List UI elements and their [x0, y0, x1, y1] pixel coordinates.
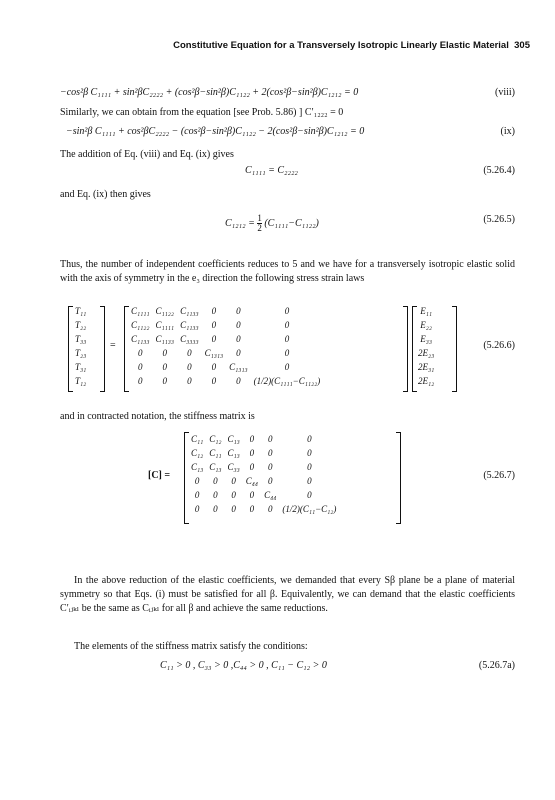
- matrix-cell: 0: [138, 362, 143, 372]
- matrix-cell: 0: [211, 334, 217, 344]
- stiffness-matrix-label: [C] =: [148, 470, 171, 481]
- matrix-cell: 0: [138, 348, 143, 358]
- strain-component: 2E₂₃: [418, 348, 435, 358]
- matrix-cell: C₁₃₁₃: [229, 362, 248, 372]
- contracted-matrix-right-bracket: [396, 432, 401, 524]
- strain-component: 2E₁₂: [418, 376, 435, 386]
- strain-vector: [415, 304, 437, 388]
- matrix-cell: 0: [284, 306, 290, 316]
- matrix-cell: C₁₃: [227, 448, 240, 458]
- strain-vector-right-bracket: [452, 306, 457, 392]
- matrix-cell: C₁₁: [209, 448, 222, 458]
- running-header: [120, 40, 530, 51]
- equation-viii-expr: −cos²β C₁₁₁₁ + sin²βC₂₂₂₂ + (cos²β−sin²β)C₁₁₂₂ + 2(cos²β−sin²β)C₁₂₁₂ = 0: [60, 87, 359, 98]
- matrix-cell: 0: [187, 362, 192, 372]
- fraction-numerator: 1: [257, 213, 262, 223]
- matrix-cell: 0: [162, 348, 168, 358]
- matrix-cell: 0: [284, 348, 290, 358]
- matrix-cell: 0: [249, 434, 255, 444]
- matrix-cell: 0: [284, 334, 290, 344]
- matrix-cell: 0: [236, 348, 241, 358]
- matrix-cell: C₁₃₁₃: [204, 348, 224, 358]
- stress-component: T₂₂: [75, 320, 87, 330]
- equation-ix-number: (ix): [500, 126, 515, 137]
- matrix-cell: 0: [236, 320, 241, 330]
- strain-component: 2E₃₁: [418, 362, 435, 372]
- contracted-text: and in contracted notation, the stiffness matrix is: [60, 411, 255, 422]
- stress-component: T₃₃: [75, 334, 87, 344]
- matrix-cell: 0: [211, 320, 217, 330]
- then-text: and Eq. (ix) then gives: [60, 189, 151, 200]
- matrix-cell: 0: [249, 504, 255, 514]
- matrix-cell: 0: [249, 490, 255, 500]
- matrix-cell: (1/2)(C₁₁−C₁₂): [282, 504, 337, 514]
- fraction-one-half: [257, 214, 262, 233]
- matrix-cell: C₁₁₃₃: [180, 320, 199, 330]
- matrix-cell: 0: [284, 320, 290, 330]
- matrix-cell: 0: [213, 490, 218, 500]
- stiffness-matrix-right-bracket: [403, 306, 408, 392]
- equation-5-26-5-lhs: C₁₂₁₂ =: [225, 217, 255, 229]
- equation-5-26-7-number: (5.26.7): [483, 470, 515, 481]
- matrix-cell: C₁₃: [209, 462, 222, 472]
- matrix-cell: 0: [213, 504, 218, 514]
- matrix-cell: 0: [307, 434, 312, 444]
- matrix-cell: C₁₁: [191, 434, 204, 444]
- equation-ix-expr: −sin²β C₁₁₁₁ + cos²βC₂₂₂₂ − (cos²β−sin²β)C₁₁₂₂ − 2(cos²β−sin²β)C₁₂₁₂ = 0: [66, 126, 365, 137]
- matrix-cell: 0: [138, 376, 143, 386]
- equation-5-26-4-expr: C₁₁₁₁ = C₂₂₂₂: [245, 165, 298, 176]
- equation-5-26-5-number: (5.26.5): [483, 214, 515, 225]
- equation-viii: [60, 87, 515, 105]
- matrix-cell: C₁₁₁₁: [155, 320, 175, 330]
- matrix-cell: C₄₄: [264, 490, 277, 500]
- strain-component: E₂₂: [420, 320, 433, 330]
- matrix-cell: 0: [213, 476, 218, 486]
- equation-5-26-5-rhs: (C₁₁₁₁−C₁₁₂₂): [264, 217, 319, 229]
- addition-text: The addition of Eq. (viii) and Eq. (ix) gives: [60, 149, 234, 160]
- matrix-cell: 0: [211, 306, 217, 316]
- equation-5-26-7a: [60, 660, 515, 678]
- matrix-cell: C₁₁₁₁: [131, 306, 150, 316]
- matrix-cell: C₁₂: [191, 448, 204, 458]
- matrix-cell: 0: [194, 476, 200, 486]
- strain-component: E₃₃: [420, 334, 433, 344]
- matrix-cell: 0: [194, 504, 200, 514]
- matrix-cell: C₄₄: [245, 476, 259, 486]
- matrix-cell: 0: [187, 348, 192, 358]
- matrix-cell: C₁₁₃₃: [131, 334, 150, 344]
- equation-5-26-7a-number: (5.26.7a): [478, 660, 515, 671]
- matrix-cell: 0: [231, 476, 236, 486]
- matrix-cell: 0: [187, 376, 192, 386]
- stress-component: T₂₃: [75, 348, 87, 358]
- stress-vector-right-bracket: [100, 306, 105, 392]
- equation-5-26-4-number: (5.26.4): [483, 165, 515, 176]
- equation-5-26-4: [60, 165, 515, 183]
- matrix-cell: C₁₃: [191, 462, 204, 472]
- matrix-cell: 0: [211, 376, 217, 386]
- equation-5-26-7: [60, 428, 515, 528]
- matrix-cell: C₁₁₂₂: [155, 306, 175, 316]
- strain-component: E₁₁: [420, 306, 433, 316]
- equation-viii-number: (viii): [495, 87, 515, 98]
- stress-component: T₁₁: [75, 306, 87, 316]
- stress-vector: [72, 304, 89, 388]
- matrix-cell: (1/2)(C₁₁₁₁−C₁₁₂₂): [253, 376, 321, 386]
- matrix-cell: 0: [211, 362, 217, 372]
- equation-5-26-5: [60, 208, 515, 238]
- matrix-cell: 0: [307, 462, 312, 472]
- matrix-cell: 0: [267, 476, 273, 486]
- thus-paragraph: Thus, the number of independent coefficients reduces to 5 and we have for a transversely isotropic elastic solid with the axis of symmetry in the e₃ direction the following stress strain laws: [60, 259, 515, 284]
- matrix-cell: C₁₁₂₂: [131, 320, 150, 330]
- running-title: Constitutive Equation for a Transversely Isotropic Linearly Elastic Material: [173, 40, 509, 51]
- stiffness-matrix: [128, 304, 323, 388]
- fraction-denominator: 2: [257, 223, 262, 233]
- matrix-cell: 0: [267, 462, 273, 472]
- matrix-cell: 0: [236, 376, 241, 386]
- matrix-cell: C₁₃: [227, 434, 240, 444]
- matrix-cell: 0: [267, 504, 273, 514]
- matrix-cell: 0: [307, 476, 312, 486]
- matrix-cell: 0: [249, 448, 255, 458]
- matrix-cell: C₁₁₃₃: [155, 334, 175, 344]
- similarly-text: Similarly, we can obtain from the equation [see Prob. 5.86) ] C′₁₂₂₂ = 0: [60, 107, 344, 118]
- equation-5-26-5-expr: [225, 214, 319, 233]
- page-number: 305: [514, 40, 530, 51]
- contracted-stiffness-matrix: [188, 432, 339, 516]
- matrix-cell: 0: [231, 490, 236, 500]
- matrix-cell: C₃₃: [227, 462, 240, 472]
- matrix-cell: C₃₃₃₃: [180, 334, 199, 344]
- matrix-cell: 0: [307, 448, 312, 458]
- matrix-cell: C₁₁₃₃: [180, 306, 199, 316]
- equation-5-26-7a-expr: C₁₁ > 0 , C₃₃ > 0 ,C₄₄ > 0 , C₁₁ − C₁₂ > 0: [160, 660, 327, 671]
- matrix-cell: 0: [267, 434, 273, 444]
- matrix-cell: 0: [236, 306, 241, 316]
- matrix-cell: C₁₂: [209, 434, 222, 444]
- matrix-cell: 0: [162, 376, 168, 386]
- stress-component: T₁₂: [75, 376, 87, 386]
- matrix-cell: 0: [307, 490, 312, 500]
- stress-component: T₃₁: [75, 362, 87, 372]
- equation-ix: [60, 126, 515, 144]
- matrix-cell: 0: [194, 490, 200, 500]
- reduction-paragraph: In the above reduction of the elastic coefficients, we demanded that every Sβ plane be a plane of material symmetry so that Eqs. (i) must be satisfied for all β. Equivalently, we can demand that the elastic coefficients C′ᵢⱼₖₗ be the same as Cᵢⱼₖₗ for all β and achieve the same reductions.: [60, 575, 515, 614]
- equation-5-26-6-number: (5.26.6): [483, 340, 515, 351]
- matrix-cell: 0: [267, 448, 273, 458]
- equation-5-26-6: [60, 302, 515, 398]
- elements-text: The elements of the stiffness matrix satisfy the conditions:: [74, 641, 308, 652]
- matrix-cell: 0: [162, 362, 168, 372]
- matrix-cell: 0: [236, 334, 241, 344]
- equals-sign: =: [110, 340, 116, 351]
- matrix-cell: 0: [231, 504, 236, 514]
- matrix-cell: 0: [284, 362, 290, 372]
- matrix-cell: 0: [249, 462, 255, 472]
